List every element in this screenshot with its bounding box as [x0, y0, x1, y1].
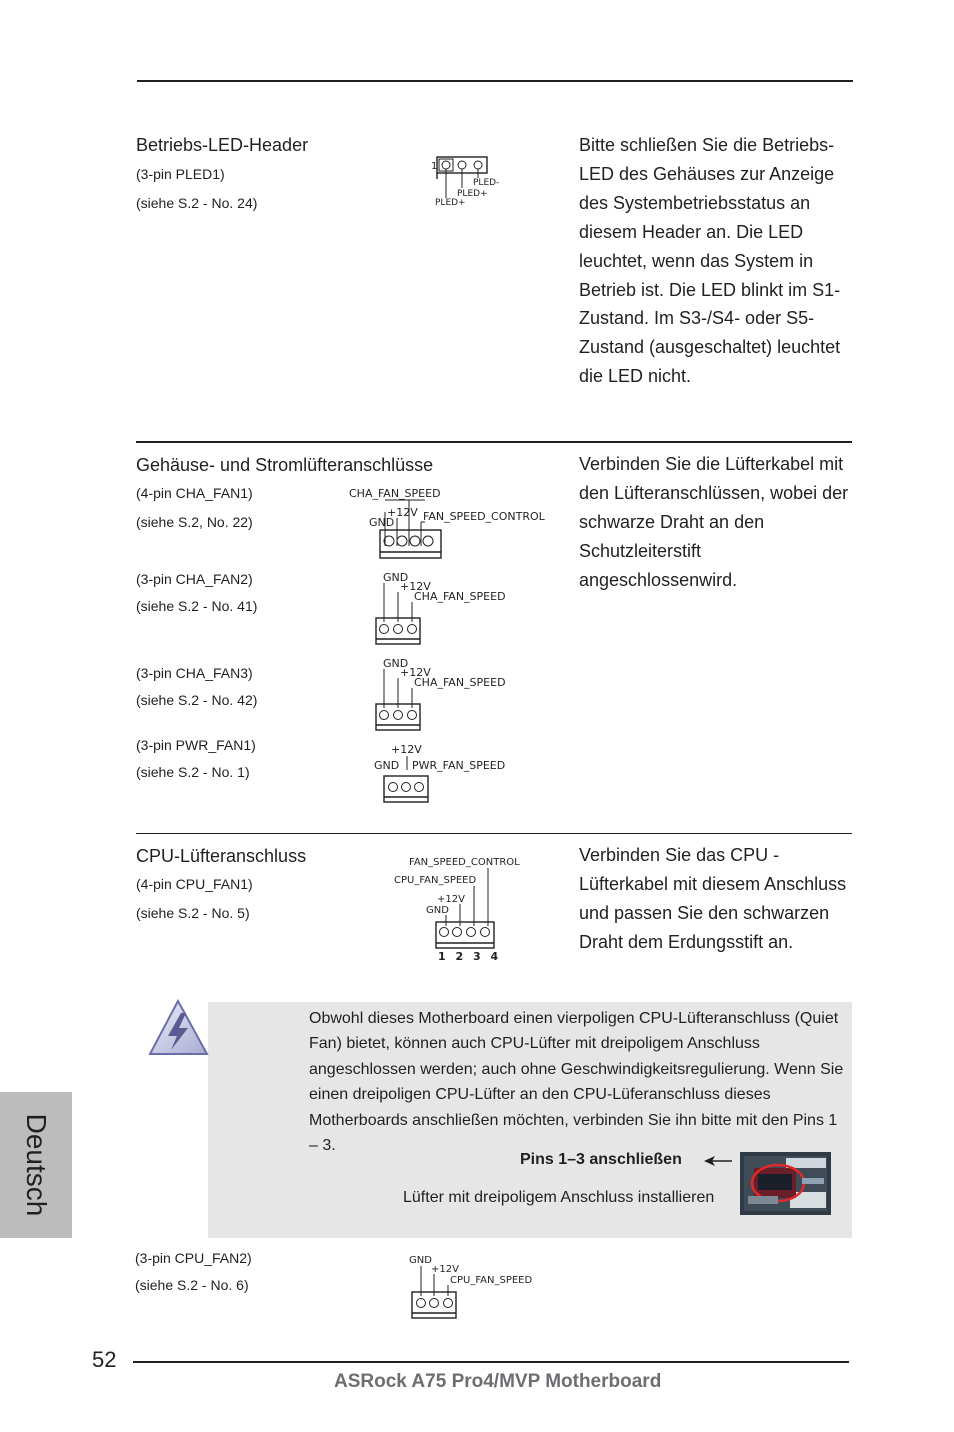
pled-ref: (siehe S.2 - No. 24): [136, 195, 258, 211]
pwr-fan1-speed-label: PWR_FAN_SPEED: [412, 759, 506, 772]
pled-plus-label-a: PLED+: [457, 189, 488, 199]
cpu-fan2-12v-label: +12V: [431, 1264, 459, 1275]
warning-lightning-icon: [148, 998, 212, 1058]
side-tab-label: Deutsch: [21, 1113, 52, 1217]
footer-rule: [133, 1361, 849, 1363]
cpu-fan1-speed-label: CPU_FAN_SPEED: [394, 875, 477, 886]
fan-connector-photo: [740, 1152, 831, 1215]
cha-fan2-speed-label: CHA_FAN_SPEED: [414, 590, 506, 603]
pled-header-diagram: [425, 152, 515, 212]
cpu-fan1-pin-numbers: 1 2 3 4: [438, 950, 502, 963]
cpu-fan-description: Verbinden Sie das CPU -Lüfterkabel mit diesem Anschluss und passen Sie den schwarzen Draht dem Erdungsstift an.: [579, 845, 847, 952]
pwr-fan1-diagram: [370, 740, 520, 810]
footer-title: ASRock A75 Pro4/MVP Motherboard: [334, 1371, 662, 1392]
section-rule-1: [136, 441, 852, 443]
pins-label: Pins 1–3 anschließen: [520, 1151, 682, 1168]
cha-fan3-12v-label: +12V: [400, 666, 431, 679]
cha-fan2-12v-label: +12V: [400, 580, 431, 593]
pwr-fan1-ref: (siehe S.2 - No. 1): [136, 764, 250, 780]
cpu-fan1-ref: (siehe S.2 - No. 5): [136, 905, 250, 921]
cha-fan3-ref: (siehe S.2 - No. 42): [136, 692, 258, 708]
pled-plus-label-b: PLED+: [435, 198, 466, 208]
cpu-fan1-gnd-label: GND: [426, 905, 449, 916]
cha-fan1-gnd-label: GND: [369, 516, 395, 529]
pled-description: Bitte schließen Sie die Betriebs-LED des Gehäuses zur Anzeige des Systembetriebsstatus an diesem Header an. Die LED leuchtet, wenn das System in Betrieb ist. Die LED blinkt im S1-Zustand. Im S3-/S4- oder S5-Zustand (ausgeschaltet) leuchtet die LED nicht.: [579, 135, 841, 387]
cha-fan2-diagram: [370, 570, 520, 650]
cha-fan1-control-label: FAN_SPEED_CONTROL: [423, 510, 545, 523]
top-rule: [137, 80, 853, 82]
pled-pin1-label: 1: [431, 161, 438, 172]
cha-fan2-ref: (siehe S.2 - No. 41): [136, 598, 258, 614]
pwr-fan1-gnd-label: GND: [374, 759, 400, 772]
language-side-tab: [0, 1092, 72, 1238]
cha-fan3-gnd-label: GND: [383, 657, 409, 670]
cpu-fan1-control-label: FAN_SPEED_CONTROL: [409, 857, 520, 868]
cha-fan3-speed-label: CHA_FAN_SPEED: [414, 676, 506, 689]
cpu-fan2-diagram: [405, 1252, 555, 1324]
section-rule-2: [136, 833, 852, 834]
pled-title: Betriebs-LED-Header: [136, 135, 309, 155]
pwr-fan1-pin: (3-pin PWR_FAN1): [136, 737, 256, 753]
pwr-fan1-12v-label: +12V: [391, 743, 422, 756]
pled-pin: (3-pin PLED1): [136, 166, 225, 182]
arrow-left-icon: [702, 1154, 734, 1168]
cpu-fan2-speed-label: CPU_FAN_SPEED: [450, 1275, 533, 1286]
cpu-fan2-gnd-label: GND: [409, 1255, 432, 1266]
cpu-fan1-12v-label: +12V: [437, 894, 465, 905]
install-label: Lüfter mit dreipoligem Anschluss installieren: [403, 1189, 715, 1206]
cpu-fan1-diagram: [390, 852, 540, 964]
cha-fan3-pin: (3-pin CHA_FAN3): [136, 665, 253, 681]
cha-fan3-diagram: [370, 656, 520, 736]
pled-minus-label: PLED-: [473, 178, 500, 188]
chassis-fans-title: Gehäuse- und Stromlüfteranschlüsse: [136, 455, 434, 475]
cha-fan1-ref: (siehe S.2, No. 22): [136, 514, 253, 530]
cha-fan1-pin: (4-pin CHA_FAN1): [136, 485, 253, 501]
cha-fan1-speed-label: CHA_FAN_SPEED: [349, 487, 441, 500]
chassis-fans-description: Verbinden Sie die Lüfterkabel mit den Lüfteranschlüssen, wobei der schwarze Draht an den Schutzleiterstift angeschlossenwird.: [579, 454, 849, 590]
cha-fan1-diagram: [345, 484, 555, 564]
cha-fan2-gnd-label: GND: [383, 571, 409, 584]
page-number: 52: [92, 1347, 117, 1372]
cha-fan2-pin: (3-pin CHA_FAN2): [136, 571, 253, 587]
cpu-fan2-pin: (3-pin CPU_FAN2): [135, 1250, 252, 1266]
cha-fan1-12v-label: +12V: [387, 506, 418, 519]
cpu-fan-title: CPU-Lüfteranschluss: [136, 846, 307, 866]
note-text: Obwohl dieses Motherboard einen vierpoligen CPU-Lüfteranschluss (Quiet Fan) bietet, können auch CPU-Lüfter mit dreipoligem Anschluss angeschlossen werden; auch ohne Geschwindigkeitsregulierung. Wenn Sie einen dreipoligen CPU-Lüfter an den CPU-Lüferanschluss dieses Motherboards anschließen möchten, verbinden Sie ihn bitte mit den Pins 1 – 3.: [309, 1010, 844, 1155]
cpu-fan1-pin: (4-pin CPU_FAN1): [136, 876, 253, 892]
cpu-fan2-ref: (siehe S.2 - No. 6): [135, 1277, 249, 1293]
